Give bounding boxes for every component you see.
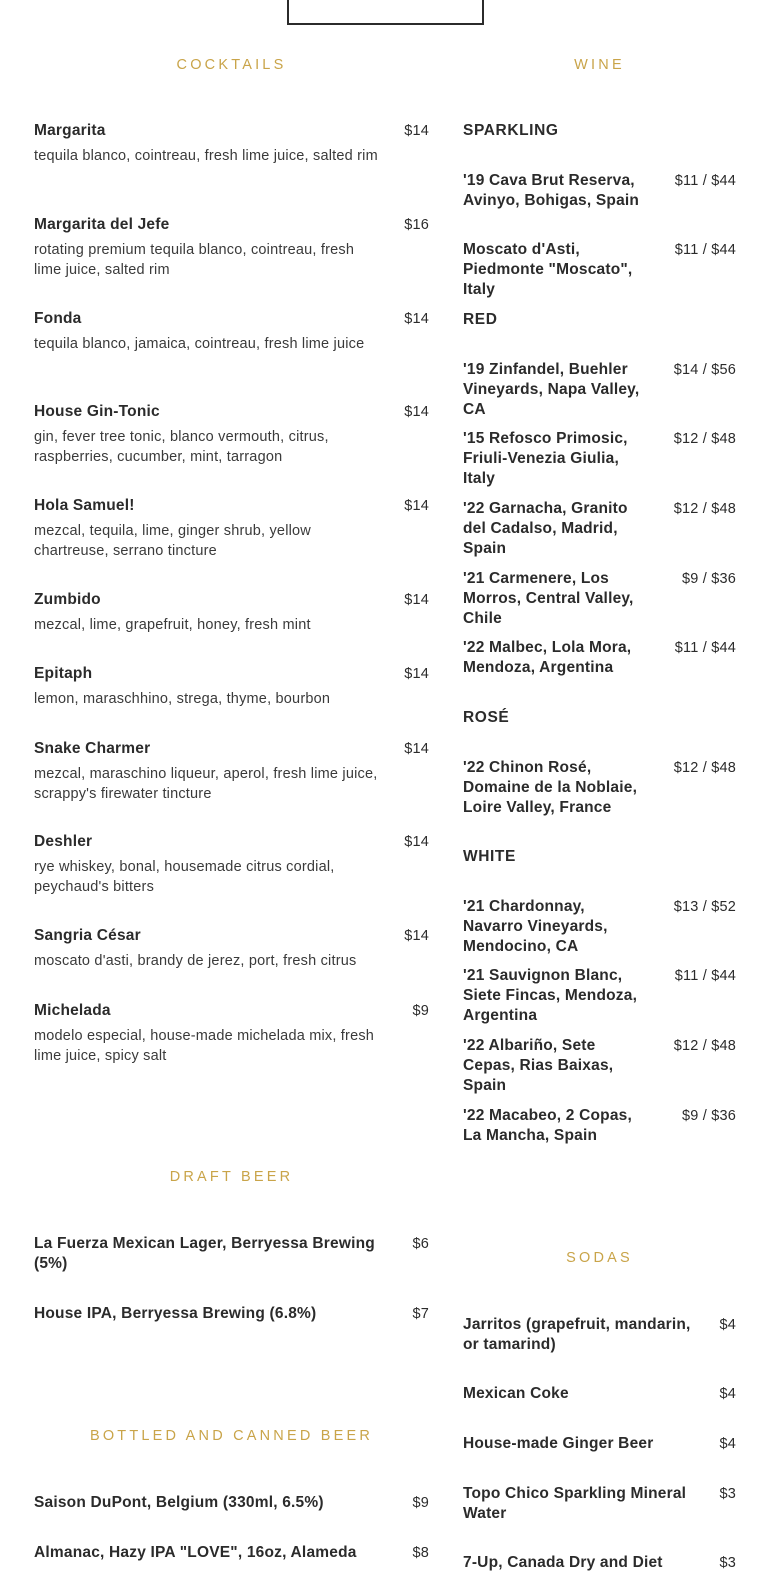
item-price: $9 / $36 <box>681 1108 736 1124</box>
item-name: Topo Chico Sparkling Mineral Water <box>463 1485 687 1522</box>
item-name: Deshler <box>34 833 93 850</box>
item-price: $3 <box>719 1486 736 1502</box>
item-name: '15 Refosco Primosic, Friuli-Venezia Giulia, Italy <box>463 430 628 487</box>
wine-group-white: WHITE <box>463 848 516 865</box>
item-name: '22 Albariño, Sete Cepas, Rias Baixas, Spain <box>463 1037 614 1094</box>
cocktail-item <box>34 215 429 280</box>
item-price: $13 / $52 <box>673 899 736 915</box>
bottled-beer-item <box>34 1543 429 1563</box>
item-name: Michelada <box>34 1002 111 1019</box>
item-price: $4 <box>719 1317 736 1333</box>
soda-item <box>463 1434 736 1454</box>
wine-item <box>463 429 736 489</box>
item-name: '19 Zinfandel, Buehler Vineyards, Napa Valley, CA <box>463 361 640 418</box>
item-name: '22 Chinon Rosé, Domaine de la Noblaie, Loire Valley, France <box>463 759 638 816</box>
wine-item <box>463 897 736 957</box>
wine-item <box>463 569 736 629</box>
item-description: rotating premium tequila blanco, cointreau, fresh lime juice, salted rim <box>34 242 355 278</box>
item-description: modelo especial, house-made michelada mix, fresh lime juice, spicy salt <box>34 1028 375 1064</box>
item-price: $11 / $44 <box>674 640 736 656</box>
cocktail-item <box>34 926 429 971</box>
cocktail-item <box>34 832 429 897</box>
item-price: $8 <box>412 1545 429 1561</box>
item-name: '21 Chardonnay, Navarro Vineyards, Mendocino, CA <box>463 898 608 955</box>
cocktail-item <box>34 739 429 804</box>
item-price: $12 / $48 <box>673 760 736 776</box>
item-name: Mexican Coke <box>463 1385 569 1402</box>
item-name: House IPA, Berryessa Brewing (6.8%) <box>34 1305 317 1322</box>
soda-item <box>463 1315 736 1355</box>
item-description: tequila blanco, cointreau, fresh lime juice, salted rim <box>34 148 378 164</box>
item-description: tequila blanco, jamaica, cointreau, fresh lime juice <box>34 336 365 352</box>
section-title-wine: WINE <box>574 57 625 73</box>
item-description: lemon, maraschhino, strega, thyme, bourbon <box>34 691 331 707</box>
cocktail-item <box>34 664 429 709</box>
item-name: '21 Carmenere, Los Morros, Central Valley, Chile <box>463 570 634 627</box>
item-price: $14 <box>404 741 429 757</box>
item-price: $14 <box>404 311 429 327</box>
item-price: $9 <box>412 1495 429 1511</box>
bottled-beer-item <box>34 1493 429 1513</box>
wine-group-sparkling: SPARKLING <box>463 122 559 139</box>
item-price: $12 / $48 <box>673 501 736 517</box>
wine-group-red: RED <box>463 311 498 328</box>
item-name: Moscato d'Asti, Piedmonte "Moscato", Italy <box>463 241 633 298</box>
item-name: Fonda <box>34 310 82 327</box>
item-description: moscato d'asti, brandy de jerez, port, fresh citrus <box>34 953 357 969</box>
item-name: Epitaph <box>34 665 93 682</box>
wine-item <box>463 171 736 211</box>
draft-beer-item <box>34 1304 429 1324</box>
item-price: $14 <box>404 404 429 420</box>
cocktail-item <box>34 121 429 166</box>
wine-item <box>463 240 736 300</box>
cocktail-item <box>34 496 429 561</box>
wine-item <box>463 1036 736 1096</box>
wine-group-rose: ROSÉ <box>463 709 510 726</box>
item-price: $14 <box>404 666 429 682</box>
top-tab-frame <box>287 0 484 25</box>
item-price: $14 / $56 <box>673 362 736 378</box>
item-name: Snake Charmer <box>34 740 151 757</box>
item-price: $9 <box>412 1003 429 1019</box>
section-title-bottled-beer: BOTTLED AND CANNED BEER <box>89 1428 374 1444</box>
wine-item <box>463 499 736 559</box>
item-price: $12 / $48 <box>673 431 736 447</box>
item-name: Margarita <box>34 122 106 139</box>
item-name: Margarita del Jefe <box>34 216 170 233</box>
item-name: 7-Up, Canada Dry and Diet <box>463 1554 663 1571</box>
item-price: $9 / $36 <box>681 571 736 587</box>
item-name: La Fuerza Mexican Lager, Berryessa Brewing (5%) <box>34 1235 375 1272</box>
wine-item <box>463 1106 736 1146</box>
item-price: $14 <box>404 834 429 850</box>
item-name: Jarritos (grapefruit, mandarin, or tamarind) <box>463 1316 691 1353</box>
soda-item <box>463 1384 736 1404</box>
section-title-cocktails: COCKTAILS <box>176 57 287 73</box>
cocktail-item <box>34 1001 429 1066</box>
item-price: $4 <box>719 1386 736 1402</box>
section-title-sodas: SODAS <box>566 1250 633 1266</box>
cocktail-item <box>34 309 429 354</box>
item-name: '19 Cava Brut Reserva, Avinyo, Bohigas, Spain <box>463 172 640 209</box>
section-title-draft-beer: DRAFT BEER <box>169 1169 294 1185</box>
item-name: '22 Malbec, Lola Mora, Mendoza, Argentina <box>463 639 632 676</box>
item-description: mezcal, tequila, lime, ginger shrub, yellow chartreuse, serrano tincture <box>34 523 311 559</box>
item-price: $3 <box>719 1555 736 1571</box>
item-price: $14 <box>404 592 429 608</box>
draft-beer-item <box>34 1234 429 1274</box>
item-name: '22 Macabeo, 2 Copas, La Mancha, Spain <box>463 1107 632 1144</box>
item-name: Almanac, Hazy IPA "LOVE", 16oz, Alameda <box>34 1544 357 1561</box>
wine-item <box>463 360 736 420</box>
item-name: Zumbido <box>34 591 101 608</box>
item-price: $12 / $48 <box>673 1038 736 1054</box>
wine-item <box>463 966 736 1026</box>
item-price: $7 <box>412 1306 429 1322</box>
item-name: Sangria César <box>34 927 141 944</box>
item-price: $14 <box>404 498 429 514</box>
item-price: $11 / $44 <box>674 242 736 258</box>
item-price: $6 <box>412 1236 429 1252</box>
item-name: '22 Garnacha, Granito del Cadalso, Madrid, Spain <box>463 500 628 557</box>
item-description: mezcal, maraschino liqueur, aperol, fresh lime juice, scrappy's firewater tincture <box>34 766 378 802</box>
wine-item <box>463 638 736 678</box>
item-name: '21 Sauvignon Blanc, Siete Fincas, Mendoza, Argentina <box>463 967 638 1024</box>
item-description: gin, fever tree tonic, blanco vermouth, citrus, raspberries, cucumber, mint, tarragon <box>34 429 329 465</box>
item-price: $4 <box>719 1436 736 1452</box>
item-name: House Gin-Tonic <box>34 403 160 420</box>
item-name: House-made Ginger Beer <box>463 1435 654 1452</box>
item-name: Saison DuPont, Belgium (330ml, 6.5%) <box>34 1494 324 1511</box>
item-description: rye whiskey, bonal, housemade citrus cordial, peychaud's bitters <box>34 859 335 895</box>
item-price: $11 / $44 <box>674 968 736 984</box>
item-price: $16 <box>404 217 429 233</box>
item-price: $11 / $44 <box>674 173 736 189</box>
item-price: $14 <box>404 123 429 139</box>
item-description: mezcal, lime, grapefruit, honey, fresh mint <box>34 617 311 633</box>
soda-item <box>463 1553 736 1573</box>
item-price: $14 <box>404 928 429 944</box>
wine-item <box>463 758 736 818</box>
item-name: Hola Samuel! <box>34 497 135 514</box>
soda-item <box>463 1484 736 1524</box>
cocktail-item <box>34 590 429 635</box>
cocktail-item <box>34 402 429 467</box>
